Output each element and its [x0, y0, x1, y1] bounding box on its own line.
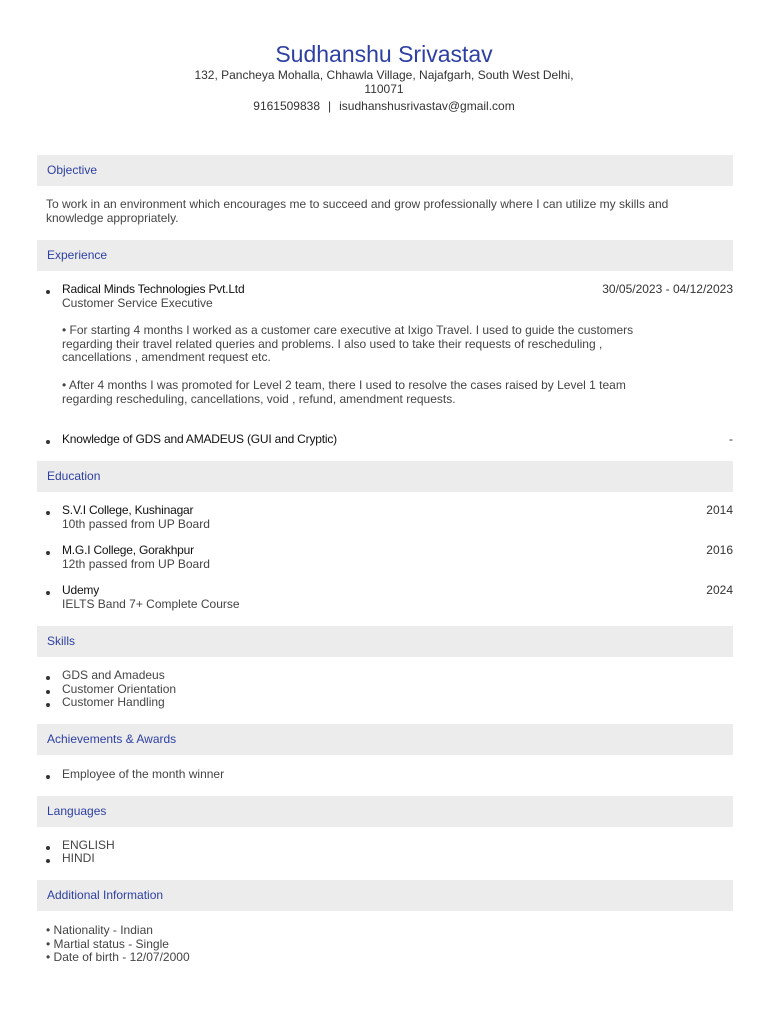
bullet	[46, 859, 50, 863]
contact-line	[0, 99, 768, 113]
bullet	[46, 511, 50, 515]
education-detail: 12th passed from UP Board	[62, 557, 210, 571]
phone: 9161509838	[253, 99, 321, 113]
section-languages	[37, 796, 733, 827]
experience-detail: • After 4 months I was promoted for Level 2 team, there I used to resolve the cases raised by Level 1 team regarding rescheduling, cancellations, void , refund, amendment requests.	[62, 378, 626, 406]
experience-block	[46, 283, 733, 453]
section-title-achievements: Achievements & Awards	[47, 732, 177, 746]
section-additional-info	[37, 880, 733, 911]
section-title-experience: Experience	[47, 248, 108, 262]
section-experience	[37, 240, 733, 271]
experience-role: Customer Service Executive	[62, 296, 213, 310]
bullet	[46, 775, 50, 779]
education-block	[46, 504, 733, 614]
section-title-education: Education	[47, 469, 101, 483]
objective-text: To work in an environment which encourages me to succeed and grow professionally where I can utilize my skills and knowledge appropriately.	[46, 197, 669, 225]
bullet	[46, 846, 50, 850]
experience-detail: • For starting 4 months I worked as a customer care executive at Ixigo Travel. I used to guide the customers regarding their travel related queries and problems. I also used to take their requests of rescheduling , cancellations , amendment request etc.	[62, 323, 634, 364]
experience-dates: 30/05/2023 - 04/12/2023	[602, 282, 733, 296]
contact-separator: |	[328, 99, 332, 113]
achievement-item: Employee of the month winner	[62, 767, 225, 781]
resume-header	[0, 40, 768, 113]
skill-item: Customer Handling	[62, 695, 165, 709]
experience-company: Knowledge of GDS and AMADEUS (GUI and Cryptic)	[62, 432, 337, 446]
section-achievements	[37, 724, 733, 755]
language-item: ENGLISH	[62, 838, 115, 852]
education-year: 2016	[706, 543, 733, 557]
section-title-additional-info: Additional Information	[47, 888, 164, 902]
education-year: 2014	[706, 503, 733, 517]
section-education	[37, 461, 733, 492]
education-school: S.V.I College, Kushinagar	[62, 503, 194, 517]
bullet	[46, 290, 50, 294]
bullet	[46, 551, 50, 555]
education-school: Udemy	[62, 583, 100, 597]
bullet	[46, 676, 50, 680]
additional-line: • Nationality - Indian	[46, 923, 153, 937]
additional-line: • Martial status - Single	[46, 936, 169, 951]
skill-item: Customer Orientation	[62, 682, 177, 696]
experience-dates: -	[729, 432, 733, 446]
languages-block	[46, 839, 733, 869]
candidate-name: Sudhanshu Srivastav	[275, 41, 493, 67]
section-skills	[37, 626, 733, 657]
bullet	[46, 703, 50, 707]
experience-company: Radical Minds Technologies Pvt.Ltd	[62, 282, 245, 296]
section-title-skills: Skills	[47, 634, 76, 648]
education-detail: IELTS Band 7+ Complete Course	[62, 597, 240, 611]
education-detail: 10th passed from UP Board	[62, 517, 210, 531]
bullet	[46, 440, 50, 444]
skill-item: GDS and Amadeus	[62, 668, 165, 682]
address: 132, Pancheya Mohalla, Chhawla Village, Najafgarh, South West Delhi, 110071	[194, 68, 574, 96]
bullet	[46, 591, 50, 595]
email: isudhanshusrivastav@gmail.com	[339, 99, 515, 113]
section-title-languages: Languages	[47, 804, 107, 818]
skills-block	[46, 669, 733, 714]
achievements-block	[46, 768, 733, 784]
language-item: HINDI	[62, 851, 95, 865]
education-school: M.G.I College, Gorakhpur	[62, 543, 194, 557]
section-title-objective: Objective	[47, 163, 98, 177]
education-year: 2024	[706, 583, 733, 597]
additional-line: • Date of birth - 12/07/2000	[46, 950, 190, 964]
section-objective	[37, 155, 733, 186]
additional-block	[46, 924, 733, 969]
bullet	[46, 690, 50, 694]
